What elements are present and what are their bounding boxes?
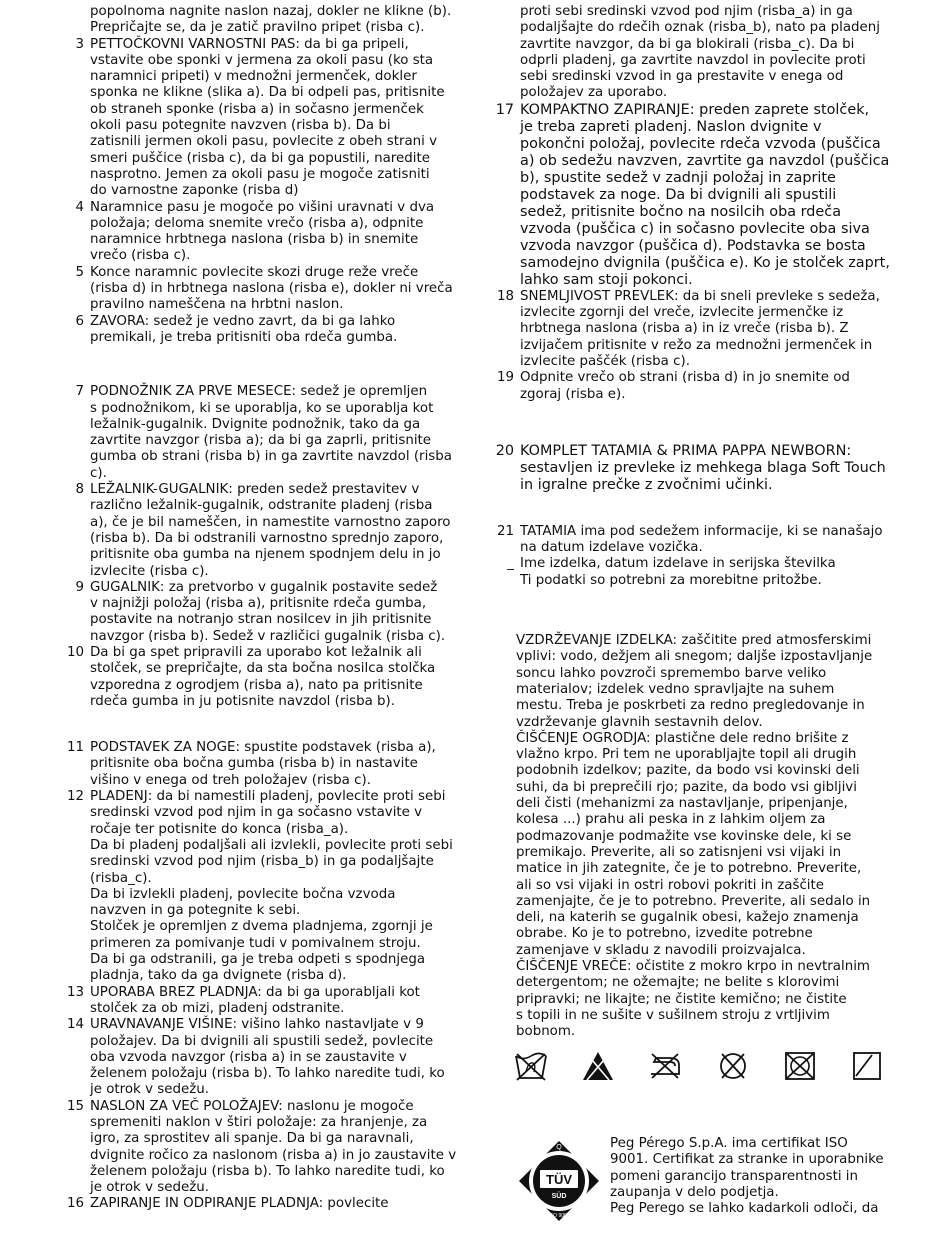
item-number: 19 — [496, 370, 514, 386]
list-item — [62, 580, 462, 645]
logo-subtext: SÜD — [551, 1193, 567, 1200]
item-number: 15 — [66, 1098, 84, 1114]
list-item — [62, 1099, 462, 1197]
item-text: NASLON ZA VEČ POLOŽAJEV: naslonu je mogoče spremeniti naklon v štiri položaje: za hranjenje, za igro, za sprostitev ali spanje. Da bi ga naravnali, dvignite ročico za naslonom (risba a) in jo zaustavite v želenem položaju (risba b). To lahko naredite tudi, ko je otrok v sedežu. — [90, 1098, 457, 1196]
info-lines — [492, 556, 892, 589]
item-number: 6 — [75, 313, 84, 329]
list-item — [62, 200, 462, 265]
item-text: GUGALNIK: za pretvorbo v gugalnik postavite sedež v najnižji položaj (risba a), pritisnite rdeča gumba, postavite na notranjo stran nosilcev in jih pritisnite navzgor (risba b). Sedež v različici gugalnik (risba c). — [90, 579, 446, 644]
list-item — [62, 985, 462, 1018]
item-text: PLADENJ: da bi namestili pladenj, povlecite proti sebi sredinski vzvod pod njim in ga sočasno vstavite v ročaje ter potisnite do konca (risba_a). Da bi pladenj podaljšali ali izvlekli, povlecite proti sebi sredinski vzvod pod njim (risba_b) in ga podaljšajte (risba_c). Da bi izvlekli pladenj, povlecite bočna vzvoda navzven in ga potegnite k sebi. Stolček je opremljen z dvema pladnjema, zgornji je primeren za pomivanje tudi v pomivalnem stroju. Da bi ga odstranili, ga je treba odpeti s spodnjega pladnja, tako da ga dvignete (risba d). — [90, 789, 453, 984]
certification-text: Peg Pérego S.p.A. ima certifikat ISO 9001. Certifikat za stranke in uporabnike pomeni garancijo transparentnosti in zaupanja v delo podjetja. Peg Perego se lahko kadarkoli odloči, da — [610, 1136, 884, 1217]
item-number: 16 — [66, 1196, 84, 1212]
list-item — [62, 384, 462, 482]
item-text: Odpnite vrečo ob strani (risba d) in jo snemite od zgoraj (risba e). — [520, 370, 850, 402]
continued-text: popolnoma nagnite naslon nazaj, dokler ne klikne (b). Prepričajte se, da je zatič pravilno pripet (risba c). — [90, 4, 452, 36]
no-bleach-icon — [581, 1050, 615, 1082]
item-text: KOMPLET TATAMIA & PRIMA PAPPA NEWBORN: sestavljen iz prevleke iz mehkega blaga Soft Touch in igralne prečke z zvočnimi učinki. — [520, 442, 886, 493]
list-item — [62, 789, 462, 985]
item-text: ZAPIRANJE IN ODPIRANJE PLADNJA: povlecite — [90, 1196, 389, 1212]
item-number: 8 — [75, 482, 84, 498]
item-number: 12 — [66, 789, 84, 805]
no-dry-clean-icon — [716, 1050, 750, 1082]
item-text: PODNOŽNIK ZA PRVE MESECE: sedež je opremljen s podnožnikom, ki se uporablja, ko se uporablja kot ležalnik-gugalnik. Dvignite podnožnik, tako da ga zavrtite navzgor (risba a); da bi ga zaprli, pritisnite gumba ob strani (risba b) in ga zavrtite navzdol (risba c). — [90, 384, 452, 481]
item-number: 13 — [66, 984, 84, 1000]
no-iron-icon — [648, 1050, 682, 1082]
continued-text: proti sebi sredinski vzvod pod njim (risba_a) in ga podaljšajte do rdečih oznak (risba_b), nato pa pladenj zavrtite navzgor, da bi ga blokirali (risba_c). Da bi odprli pladenj, ga zavrtite navzdol in povlecite proti sebi sredinski vzvod in ga prestavite v enega od položajev za uporabo. — [520, 4, 880, 101]
care-instructions: VZDRŽEVANJE IZDELKA: zaščitite pred atmosferskimi vplivi: vodo, dežjem ali snegom; daljše izpostavljanje soncu lahko povzroči spremembo barve veliko materialov; izdelek vedno spravljajte na suhem mestu. Treba je poskrbeti za redno pregledovanje in vzdrževanje glavnih sestavnih delov. ČIŠČENJE OGRODJA: plastične dele redno brišite z vlažno krpo. Pri tem ne uporabljajte topil ali drugih podobnih izdelkov; pazite, da bodo vsi kovinski deli suhi, da bi preprečili rjo; pazite, da bodo vsi gibljivi deli čisti (mehanizmi za nastavljanje, pripenjanje, kolesa ...) prahu ali peska in z lahkim oljem za podmazovanje podmažite vse kovinske dele, ki se premikajo. Preverite, ali so zatisnjeni vsi vijaki in matice in jih zategnite, če je to potrebno. Preverite, ali so vsi vijaki in ostri robovi pokriti in zaščite zamenjajte, če je to potrebno. Preverite, ali sedalo in deli, na katerih se gugalnik obesi, kažejo znamenja obrabe. Ko je to potrebno, izvedite potrebne zamenjave v skladu z navodili proizvajalca. ČIŠČENJE VREČE: očistite z mokro krpo in nevtralnim detergentom; ne ožemajte; ne belite s klorovimi pripravki; ne likajte; ne čistite kemično; ne čistite s topili in ne sušite v sušilnem stroju z vrtljivim bobnom. — [516, 633, 873, 1040]
item-text: TATAMIA ima pod sedežem informacije, ki se nanašajo na datum izdelave vozička. — [520, 523, 883, 556]
info-text: Ime izdelka, datum izdelave in serijska številka Ti podatki so potrebni za morebitne pritožbe. — [520, 556, 836, 588]
left-column — [62, 4, 462, 1213]
item-number: 17 — [495, 101, 514, 118]
logo-iso: ISO 9001 — [548, 1213, 570, 1219]
logo-text: TÜV — [546, 1172, 572, 1187]
item-number: 20 — [495, 442, 514, 459]
item-number: 10 — [66, 644, 84, 660]
dash-mark: _ — [507, 556, 514, 572]
list-item — [62, 1017, 462, 1098]
no-tumble-dry-icon — [783, 1050, 817, 1082]
item-text: KOMPAKTNO ZAPIRANJE: preden zaprete stolček, je treba zapreti pladenj. Naslon dvignite v pokončni položaj, povlecite rdeča vzvoda (puščica a) ob sedežu navzven, zavrtite ga navzdol (puščica b), spustite sedež v zadnji položaj in zaprite podstavek za noge. Da bi dvignili ali spustili sedež, pritisnite bočno na nosilcih oba rdeča vzvoda (puščica c) in sočasno povlecite oba siva vzvoda navzgor (puščica d). Podstavka se bosta samodejno dvignila (puščica e). Ko je stolček zaprt, lahko sam stoji pokonci. — [520, 101, 890, 288]
logo-letter: Q — [556, 1144, 562, 1151]
item-text: LEŽALNIK-GUGALNIK: preden sedež prestavitev v različno ležalnik-gugalnik, odstranite pladenj (risba a), če je bil nameščen, in namestite varnostno zaporo (risba b). Da bi odstranili varnostno sprednjo zaporo, pritisnite oba gumba na njenem spodnjem delu in jo izvlecite (risba c). — [90, 482, 451, 579]
item-text: Da bi ga spet pripravili za uporabo kot ležalnik ali stolček, se prepričajte, da sta bočna nosilca stolčka vzporedna z ogrodjem (risba a), nato pa pritisnite rdeča gumba in ju potisnite navzdol (risba b). — [90, 644, 436, 709]
item-number: 11 — [66, 740, 84, 756]
item-text: SNEMLJIVOST PREVLEK: da bi sneli prevleke s sedeža, izvlecite zgornji del vreče, izvlecite jermenčke iz hrbtnega naslona (risba a) in iz vreče (risba b). Z izvijačem pritisnite v režo za mednožni jermenček in izvlecite paščék (risba c). — [520, 288, 880, 369]
item-number: 5 — [75, 264, 84, 280]
item-text: PODSTAVEK ZA NOGE: spustite podstavek (risba a), pritisnite oba bočna gumba (risba b) in nastavite višino v enega od treh položajev (risba c). — [90, 740, 436, 788]
item-text: URAVNAVANJE VIŠINE: višino lahko nastavljate v 9 položajev. Da bi dvignili ali spustili sedež, povlecite oba vzvoda navzgor (risba a) in se zaustavite v želenem položaju (risba b). To lahko naredite tudi, ko je otrok v sedežu. — [90, 1017, 445, 1098]
list-item — [62, 645, 462, 710]
list-item — [492, 524, 892, 557]
list-item — [62, 37, 462, 200]
line-dry-icon — [850, 1050, 884, 1082]
list-item — [492, 289, 892, 370]
item-number: 9 — [75, 579, 84, 595]
list-item — [62, 1196, 462, 1212]
item-text: UPORABA BREZ PLADNJA: da bi ga uporabljali kot stolček za ob mizi, pladenj odstranite. — [90, 984, 420, 1016]
item-number: 7 — [75, 384, 84, 400]
hand-wash-icon — [514, 1050, 548, 1082]
item-text: PETTOČKOVNI VARNOSTNI PAS: da bi ga pripeli, vstavite obe sponki v jermena za okoli pasu (ko sta naramnici pripeti) v mednožni jermenček, dokler sponka ne klikne (slika a). Da bi odpeli pas, pritisnite ob straneh sponke (risba a) in sočasno jermenček okoli pasu potegnite navzven (risba b). Da bi zatisnili jermen okoli pasu, povlecite z obeh strani v smeri puščice (risba c), da bi ga popustili, naredite nasprotno. Jemen za okoli pasu je mogoče zatisniti do varnostne zaponke (risba d) — [90, 36, 445, 199]
item-number: 14 — [66, 1017, 84, 1033]
item-number: 3 — [75, 36, 84, 52]
item-text: ZAVORA: sedež je vedno zavrt, da bi ga lahko premikali, je treba pritisniti oba rdeča gumba. — [90, 313, 398, 345]
list-item — [62, 265, 462, 314]
item-number: 18 — [496, 288, 514, 304]
list-item — [62, 740, 462, 789]
list-item — [62, 314, 462, 347]
list-item — [492, 102, 892, 289]
list-item — [492, 370, 892, 403]
list-item — [62, 482, 462, 580]
care-symbols — [514, 1050, 884, 1084]
list-item — [492, 443, 892, 494]
item-number: 4 — [75, 199, 84, 215]
item-text: Konce naramnic povlecite skozi druge reže vreče (risba d) in hrbtnega naslona (risba e), dokler ni vreča pravilno nameščena na hrbtni naslon. — [90, 264, 453, 313]
tuv-certification-logo — [518, 1140, 600, 1222]
right-column — [492, 4, 892, 1040]
item-number: 21 — [496, 523, 514, 539]
item-text: Naramnice pasu je mogoče po višini uravnati v dva položaja; deloma snemite vrečo (risba a), odpnite naramnice hrbtnega naslona (risba b) in snemite vrečo (risba c). — [90, 199, 435, 264]
